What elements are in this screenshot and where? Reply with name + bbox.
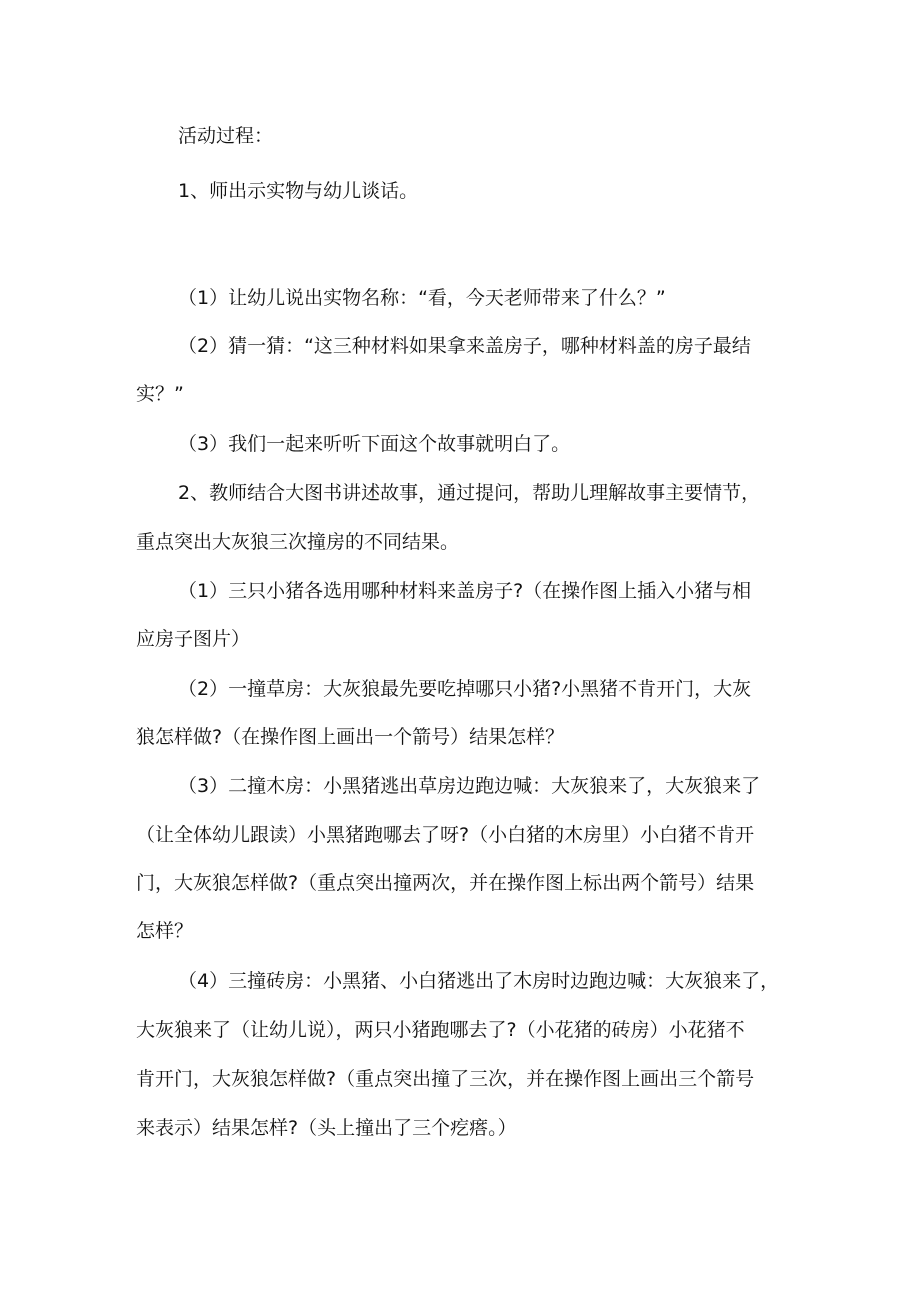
- paragraph-line: 应房子图片）: [136, 628, 251, 650]
- paragraph-line: 大灰狼来了（让幼儿说），两只小猪跑哪去了?（小花猪的砖房）小花猪不: [136, 1019, 745, 1041]
- paragraph-line: （1）让幼儿说出实物名称：“看，今天老师带来了什么？”: [178, 287, 666, 309]
- paragraph-line: 实？”: [136, 383, 184, 405]
- step-2-heading: 2、教师结合大图书讲述故事，通过提问，帮助儿理解故事主要情节，: [178, 482, 761, 504]
- paragraph-line: （3）我们一起来听听下面这个故事就明白了。: [178, 433, 571, 455]
- paragraph-line: 重点突出大灰狼三次撞房的不同结果。: [136, 531, 460, 553]
- paragraph-line: 肯开门，大灰狼怎样做?（重点突出撞了三次，并在操作图上画出三个箭号: [136, 1068, 755, 1090]
- paragraph-line: （1）三只小猪各选用哪种材料来盖房子?（在操作图上插入小猪与相: [178, 580, 752, 602]
- paragraph-line: （3）二撞木房：小黑猪逃出草房边跑边喊：大灰狼来了，大灰狼来了: [178, 775, 761, 797]
- paragraph-line: 怎样？: [136, 920, 194, 942]
- paragraph-line: （2）猜一猜：“这三种材料如果拿来盖房子，哪种材料盖的房子最结: [178, 335, 751, 357]
- paragraph-line: 来表示）结果怎样?（头上撞出了三个疙瘩。）: [136, 1117, 517, 1139]
- paragraph-line: 门，大灰狼怎样做?（重点突出撞两次，并在操作图上标出两个箭号）结果: [136, 872, 755, 894]
- paragraph-line: （让全体幼儿跟读）小黑猪跑哪去了呀?（小白猪的木房里）小白猪不肯开: [136, 824, 755, 846]
- paragraph-line: 狼怎样做?（在操作图上画出一个箭号）结果怎样？: [136, 726, 565, 748]
- section-heading: 活动过程：: [178, 125, 274, 147]
- paragraph-line: （2）一撞草房：大灰狼最先要吃掉哪只小猪?小黑猪不肯开门，大灰: [178, 678, 752, 700]
- step-1-heading: 1、师出示实物与幼儿谈话。: [178, 180, 419, 202]
- paragraph-line: （4）三撞砖房：小黑猪、小白猪逃出了木房时边跑边喊：大灰狼来了，: [178, 970, 780, 992]
